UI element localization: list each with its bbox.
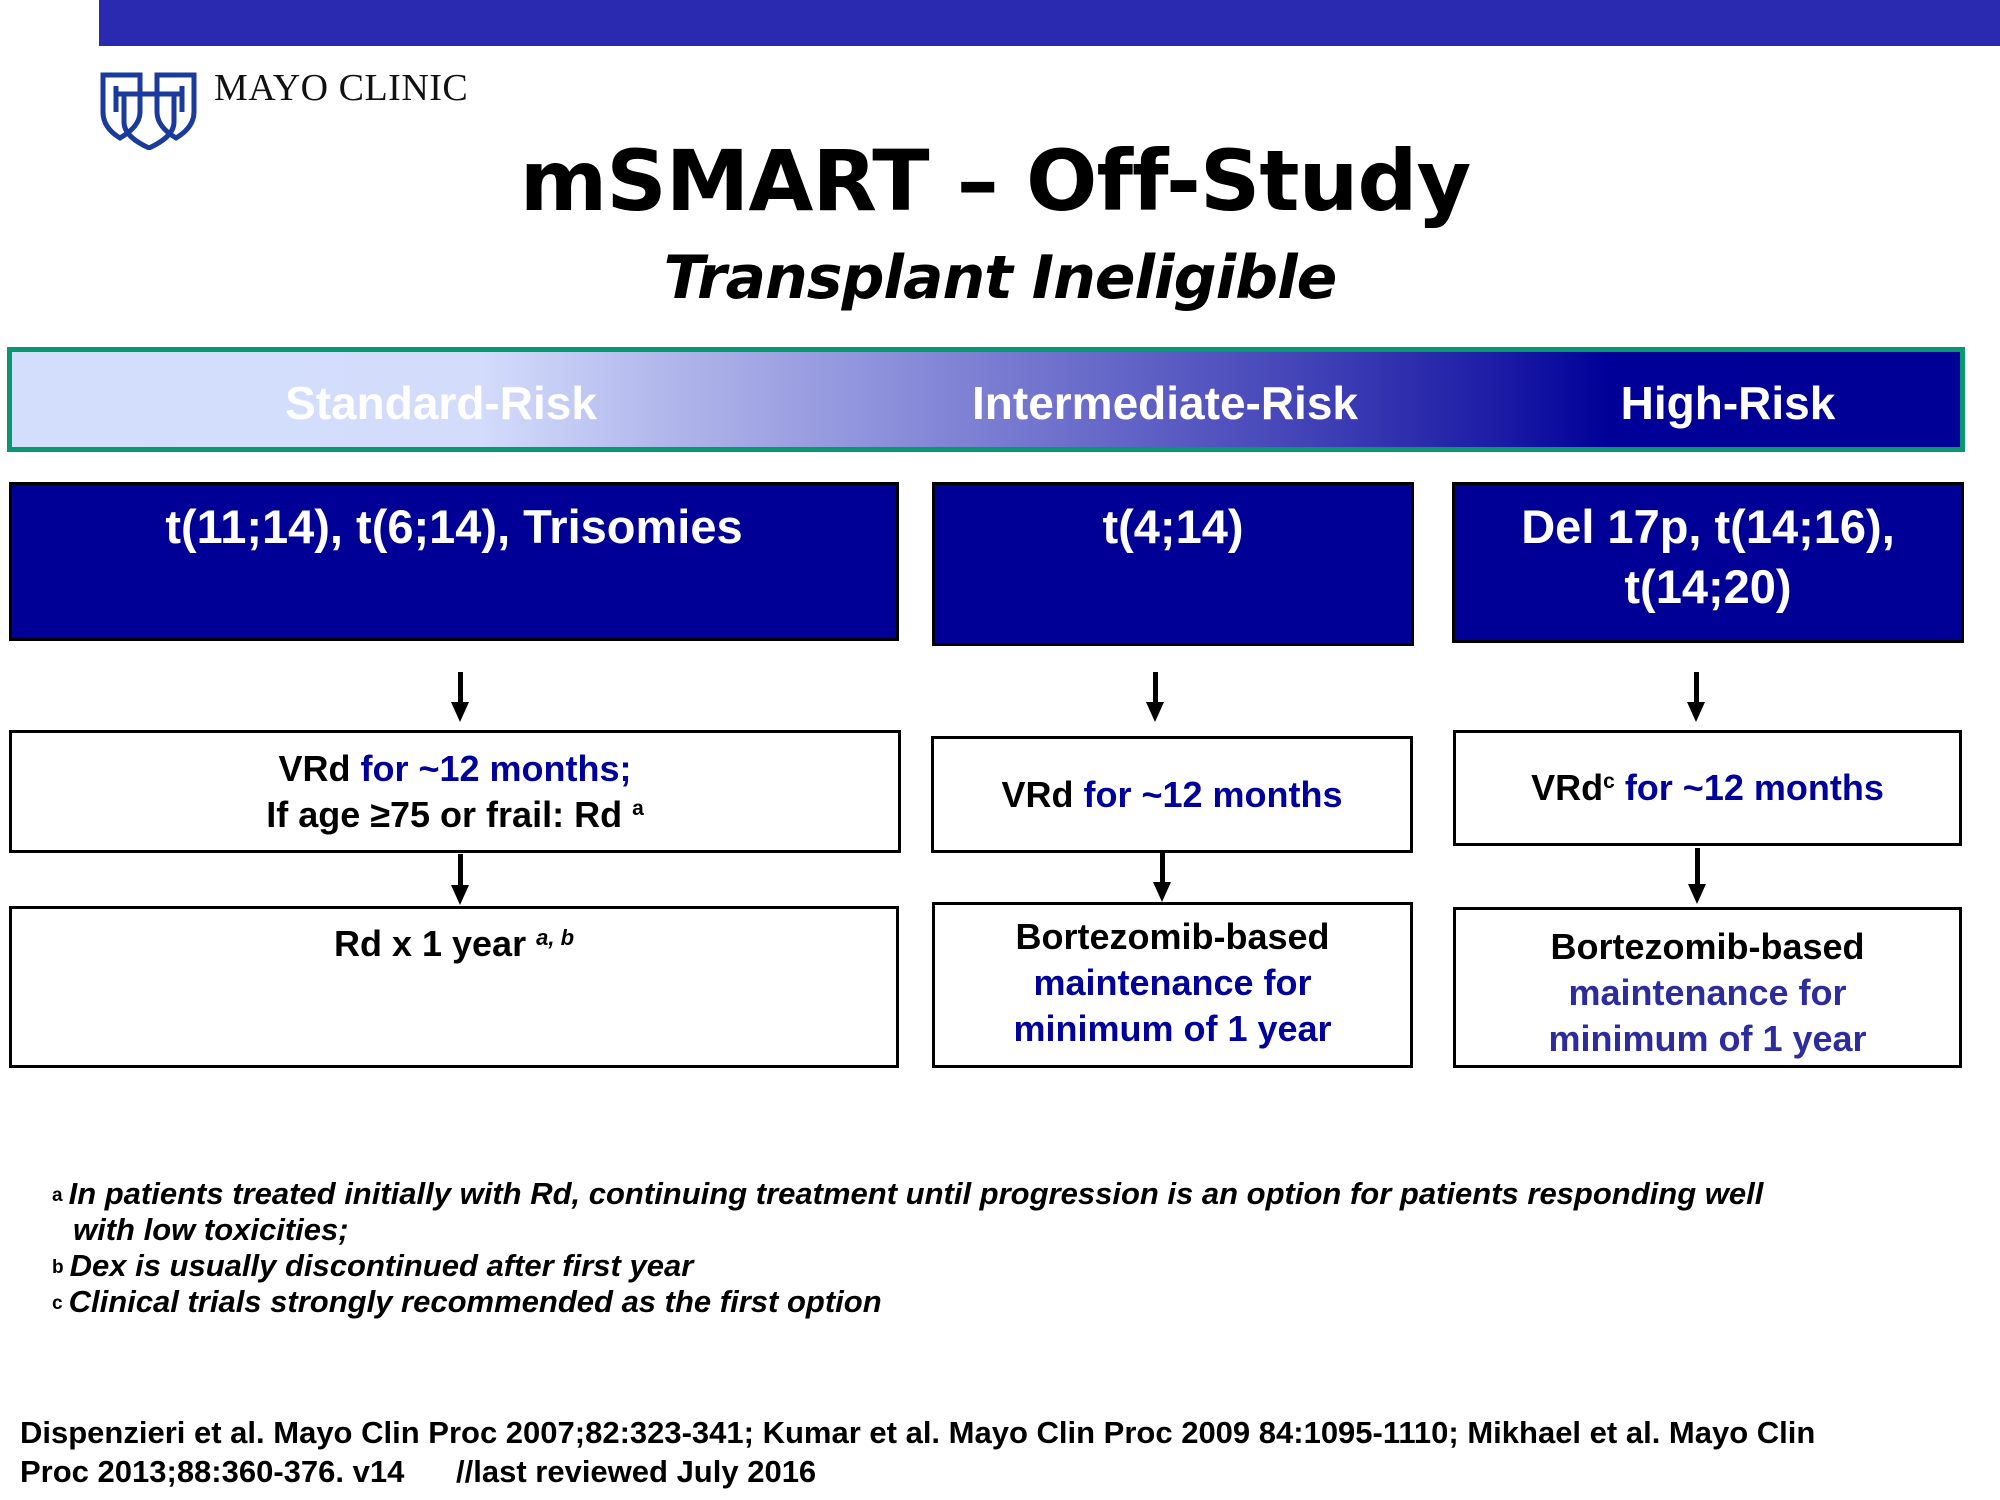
- induction-line-1: VRd for ~12 months;: [278, 747, 632, 789]
- induction-box-high: [1453, 730, 1962, 846]
- maintenance-box-standard: [9, 906, 899, 1068]
- footnote-ref: c: [1603, 770, 1615, 793]
- footnote-ref: a: [632, 796, 644, 820]
- page-title: mSMART – Off-Study: [519, 132, 1471, 230]
- risk-category-banner: [7, 347, 1965, 452]
- risk-label-intermediate: Intermediate-Risk: [971, 377, 1359, 429]
- maintenance-line-3: minimum of 1 year: [1548, 1018, 1867, 1059]
- citation-line-1: Dispenzieri et al. Mayo Clin Proc 2007;82:323-341; Kumar et al. Mayo Clin Proc 2009 84:1095-1110; Mikhael et al. Mayo Clin: [20, 1415, 1816, 1450]
- footnote-ref: a, b: [536, 925, 575, 950]
- maintenance-box-intermediate: [932, 902, 1413, 1068]
- footnote-b: $^b$ Dex is usually discontinued after first year: [52, 1248, 694, 1283]
- footnote-a: $^a$ In patients treated initially with Rd, continuing treatment until progression is an option for patients responding well: [52, 1176, 1764, 1211]
- maintenance-line-1: Bortezomib-based: [1015, 916, 1330, 957]
- maintenance-box-high: [1453, 907, 1962, 1068]
- cytogenetics-line-2: t(14;20): [1624, 560, 1792, 613]
- logo-text: MAYO CLINIC: [214, 67, 469, 109]
- cytogenetics-box-intermediate: [932, 482, 1414, 646]
- citation-line-2: Proc 2013;88:360-376. v14 //last reviewed July 2016: [20, 1454, 817, 1489]
- cytogenetics-box-high: [1452, 482, 1964, 643]
- cytogenetics-text: t(11;14), t(6;14), Trisomies: [165, 500, 743, 553]
- footnote-a-continued: with low toxicities;: [73, 1212, 349, 1247]
- risk-label-standard: Standard-Risk: [285, 377, 597, 429]
- maintenance-line-3: minimum of 1 year: [1013, 1008, 1332, 1049]
- footnote-c: $^c$ Clinical trials strongly recommended as the first option: [52, 1284, 882, 1319]
- induction-line: VRd$^c$ for ~12 months: [1531, 767, 1884, 808]
- cytogenetics-box-standard: [9, 482, 899, 641]
- page-subtitle: Transplant Ineligible: [663, 243, 1337, 313]
- footnotes: [52, 1176, 1763, 1320]
- maintenance-line-1: Bortezomib-based: [1550, 926, 1865, 967]
- citation: [20, 1413, 1990, 1491]
- maintenance-line-2: maintenance for: [1568, 972, 1847, 1013]
- induction-line-2: If age ≥75 or frail: Rd $^a$: [266, 793, 644, 835]
- top-color-bar: [99, 0, 2000, 46]
- maintenance-text: Rd x 1 year: [333, 923, 527, 964]
- risk-label-high: High-Risk: [1620, 377, 1836, 429]
- induction-box-standard: [9, 730, 901, 853]
- cytogenetics-text: t(4;14): [1102, 500, 1244, 553]
- cytogenetics-line-1: Del 17p, t(14;16),: [1521, 500, 1895, 553]
- maintenance-line-2: maintenance for: [1033, 962, 1312, 1003]
- induction-line: VRd for ~12 months: [1001, 773, 1343, 815]
- induction-box-intermediate: [931, 736, 1413, 853]
